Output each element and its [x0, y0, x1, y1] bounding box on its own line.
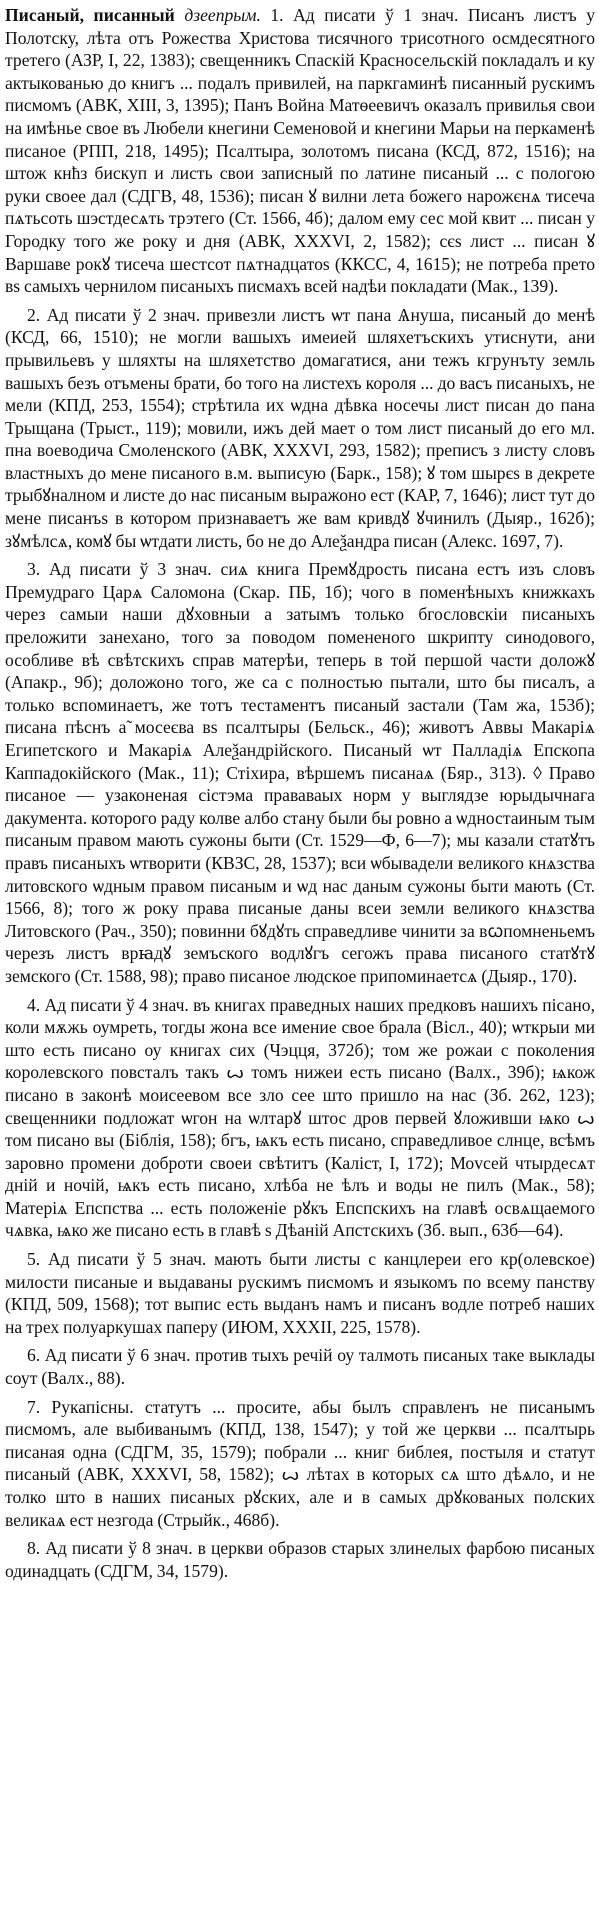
entry-paragraph-2: 2. Ад писати ў 2 знач. привезли листъ ѡт пана Ѧнуша, писаный до менѣ (КСД, 66, 1510); не могли вашыхъ имеией шляхетъскихъ утиснути, ани прывильевъ у шляхты на шляхетство домагатися, ани тежъ кгрунъту земль вашыхъ безъ отъмены брати, бо того на листехъ короля ... до васъ писаныхъ, не мели (КПД, 253, 1554); стрѣтила их ѡдна дѣвка носечы лист писан до пана Трыщана (Трыст., 119); мовили, ижъ дей мает о том лист писаный до его мл. пна воеводича Смоленского (АВК, XXXVI, 293, 1582); преписъ з листу словъ властныхъ до мене писаного в.м. выписую (Барк., 158); ꙋ том шырєѕ в декрете трыбꙋналном и листе до нас писаным выражоно ест (КАР, 7, 1646); лист тут до мене писанъѕ в котором признаваетъ же вам кривдꙋ ꙋчинилъ (Дыяр., 162б); зꙋмѣлсѧ, комꙋ бы ѡтдати листь, бо не до Алеѯандра писан (Алекс. 1697, 7).: [5, 304, 595, 551]
entry-paragraph-1: [5, 4, 595, 298]
entry-paragraph-4: 4. Ад писати ў 4 знач. въ книгах праведных наших предковъ нашихъ пісано, коли мѫжь оумреть, тогды жона все имение свое брала (Вісл., 40); ѡткрыи ми што есть писано оу книгах сих (Чэцця, 372б); том же рожаи с поколения королевского повсталъ такъ ꙍ томъ нижеи есть писано (Валх., 39б); ѩкож писано в законѣ моисеевом все зло сее што пришло на нас (Зб. 262, 123); свещенники подложат ѡгон на ѡлтарꙋ штос дров первей ꙋложивши ѩко ꙍ том писано вы (Біблія, 158); бгъ, ѩкъ есть писано, справедливое слнце, всѣмъ заровно промени доброти своеи свѣтитъ (Каліст, I, 172); Моvсей чтырдесѧт дній и ночій, ѩкъ есть писано, хлѣба не ѣлъ и воды не пилъ (Мак., 58); Матерiѧ Епспства ... есть положеніе рꙋкъ Епспскихъ на главѣ освѧщаемого чѧвка, ѩко же писано есть в главѣ ѕ Дѣанiй Апстскихъ (Зб. вып., 63б—64).: [5, 994, 595, 1241]
entry-part-of-speech: дзеeпрым.: [184, 5, 261, 25]
entry-paragraph-8: 8. Ад писати ў 8 знач. в церкви образов старых злинелых фарбою писаных одинадцать (СДГМ, 34, 1579).: [5, 1538, 595, 1581]
sense-1-text: 1. Ад писати ў 1 знач. Писанъ листъ у Полотску, лѣта отъ Рожества Христова тисячного трисотного осмдесятного третего (АЗР, I, 22, 1383); свещенникъ Спаскій Красносельскій покладалъ и ку актыкованью до книгъ ... подалъ привилей, на паркгаминѣ писанный рускимъ писмомъ (АВК, XIII, 3, 1395); Панъ Война Матѳеевичъ оказалъ привилья свои на имѣнье свое въ Любели кнегини Семеновой и кнегини Марьи на перкаменѣ писаное (РПП, 218, 1495); Псалтыра, золотомъ писана (КСД, 872, 1516); на штож кнħз бискуп и листь свои записный по латине писаный ... с пологою руки своее дал (СДГВ, 48, 1536); писан ꙋ вилни лета божего нарожєнѧ тисеча пѧтьсоть шэстдесѧть трэтего (Ст. 1566, 4б); далом ему сес мой квит ... писан у Городку того же року и дня (АВК, XXXVI, 2, 1582); сєѕ лист ... писан ꙋ Варшаве рокꙋ тисеча шестсот пѧтнадцатоѕ (ККСС, 4, 1615); не потреба прето вѕ самыхъ чернилом писаныхъ писмахъ всей надѣи покладати (Мак., 139).: [5, 5, 595, 297]
entry-paragraph-5: 5. Ад писати ў 5 знач. мають быти листы с канцлереи его кр(олевское) милости писаные и выдаваны рускимъ писмомъ и языкомъ по всему панству (КПД, 509, 1568); тот выпис есть выданъ намъ и писанъ водле потреб наших на трех полуаркушах паперу (ИЮМ, ХХХII, 225, 1578).: [5, 1249, 595, 1337]
entry-paragraph-7: 7. Рукапісны. статутъ ... просите, абы былъ справленъ не писанымъ писмомъ, але выбиванымъ (КПД, 138, 1547); у той же церкви ... псалтырь писаная одна (СДГМ, 35, 1579); побрали ... книг библея, постыля и статут писаный (АВК, XXXVI, 58, 1582); ꙍ лѣтах в которых сѧ што дѣѧло, и не толко што в наших писаных рꙋских, але и в самых дрꙋкованых полских великаѧ ест незгода (Стрыйк., 468б).: [5, 1396, 595, 1530]
entry-paragraph-6: 6. Ад писати ў 6 знач. против тыхъ речій оу талмоть писаных таке выклады соут (Валх., 88).: [5, 1345, 595, 1389]
entry-paragraph-3: 3. Ад писати ў 3 знач. сиѧ книга Премꙋдрость писана естъ изъ словъ Премудраго Царѧ Саломона (Скар. ПБ, 1б); чого в поменѣныхъ книжкахъ через самыи наши дꙋховныи а затымъ только бгословскіи писаныхъ преложити занехано, того за поводом помененого шкрипту синодового, особливе вѣ свѣтскихъ справ матерѣи, теперь в той першой части доложꙋ (Апакр., 9б); доложоно того, же са с полностью пытали, што бы писалъ, а только вспоминаетъ, же тотъ тестаментъ писаный застали (Там жа, 153б); писана пѣснъ а̃ мосеєва вѕ псалтыры (Бельск., 46); животъ Аввы Макаріѧ Египетского и Макаріѧ Алеѯандрійского. Писаный ѡт Палладiѧ Епскопа Каппадокійского (Мак., 11); Стіхира, вѣршемъ писанаѧ (Бяр., 313). ◊ Право писаное — узаконеная сістэма прававаых норм у выглядзе юрыдычнага дакумента. которого раду колве албо стану были бы ровно а ѡдностаиным тым писаным правом мають сужоны быти (Ст. 1529—Ф, 6—7); мы казали статꙋтъ правъ писаныхъ ѡтворити (КВЗС, 28, 1537); вси ѡбывадели великого кнѧзства литовского ѡдным правом писаным и ѡд нас даным сужоны быти мають (Ст. 1566, 8); того ж року права писаные даны всеи земли великого кнѧзства Литовского (Рач., 350); повинни бꙋдꙋть справедливе чинити за вꙍпомненьемъ черезъ листъ врꙗдꙋ земъского водлꙋгъ сегожъ права писаного статꙋтꙋ земского (Ст. 1588, 98); право писаное людское припоминаетсѧ (Дыяр., 170).: [5, 559, 595, 986]
entry-headword: Писаный, писанный: [5, 5, 175, 25]
